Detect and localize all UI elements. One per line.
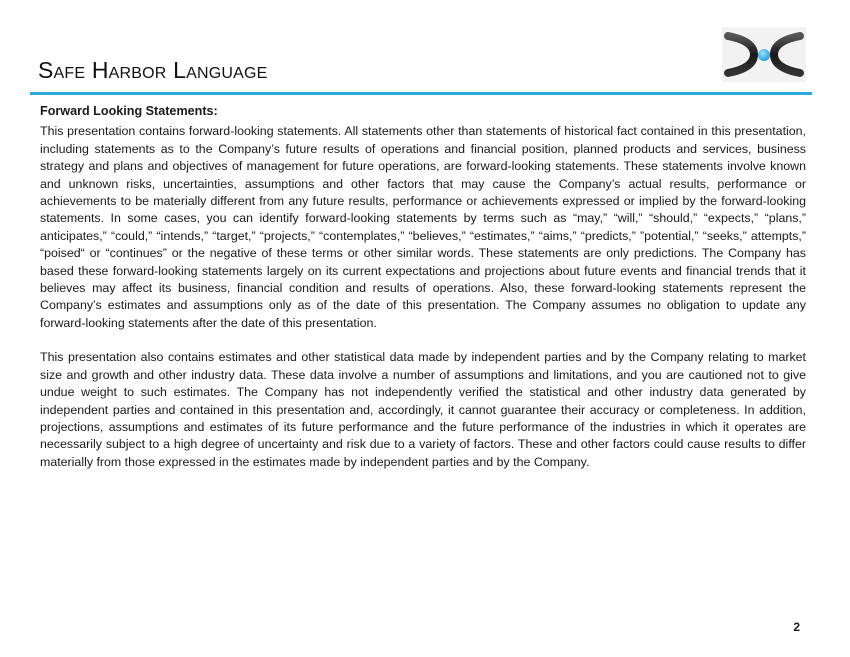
company-logo [722, 27, 806, 82]
paragraph-estimates: This presentation also contains estimates and other statistical data made by independent parties and by the Company relating to market size and growth and other industry data. These data involve a number of assumptions and limitations, and you are cautioned not to give undue weight to such estimates. The Company has not independently verified the statistical and other industry data generated by independent parties and contained in this presentation and, accordingly, it cannot guarantee their accuracy or completeness. In addition, projections, assumptions and estimates of its future performance and the future performance of the industries in which it operates are necessarily subject to a high degree of uncertainty and risk due to a variety of factors. These and other factors could cause results to differ materially from those expressed in the estimates made by independent parties and by the Company. [40, 350, 806, 469]
dc-logo-icon [722, 27, 806, 82]
paragraph-forward-looking: This presentation contains forward-looking statements. All statements other than statements of historical fact contained in this presentation, including statements as to the Company’s future results of operations and financial position, planned products and services, business strategy and plans and objectives of management for future operations, are forward-looking statements. These statements involve known and unknown risks, uncertainties, assumptions and other factors that may cause the Company’s actual results, performance or achievements to be materially different from any future results, performance or achievements expressed or implied by the forward-looking statements. In some cases, you can identify forward-looking statements by terms such as “may,” “will,” “should,” “expects,” “plans,” anticipates,” “could,” “intends,” “target,” “projects,” “contemplates,” “believes,” “estimates,” “aims,” “predicts,” ”potential,” “seeks,” attempts,” “poised“ or “continues” or the negative of these terms or other similar words. These statements are only predictions. The Company has based these forward-looking statements largely on its current expectations and projections about future events and financial trends that it believes may affect its business, financial condition and results of operations. Also, these forward-looking statements represent the Company’s estimates and assumptions only as of the date of this presentation. The Company assumes no obligation to update any forward-looking statements after the date of this presentation. [40, 124, 806, 330]
document-body [40, 103, 806, 488]
section-heading: Forward Looking Statements: [40, 104, 218, 118]
page-number: 2 [793, 620, 800, 634]
page-title: Safe Harbor Language [38, 57, 268, 83]
header-divider [30, 92, 812, 95]
